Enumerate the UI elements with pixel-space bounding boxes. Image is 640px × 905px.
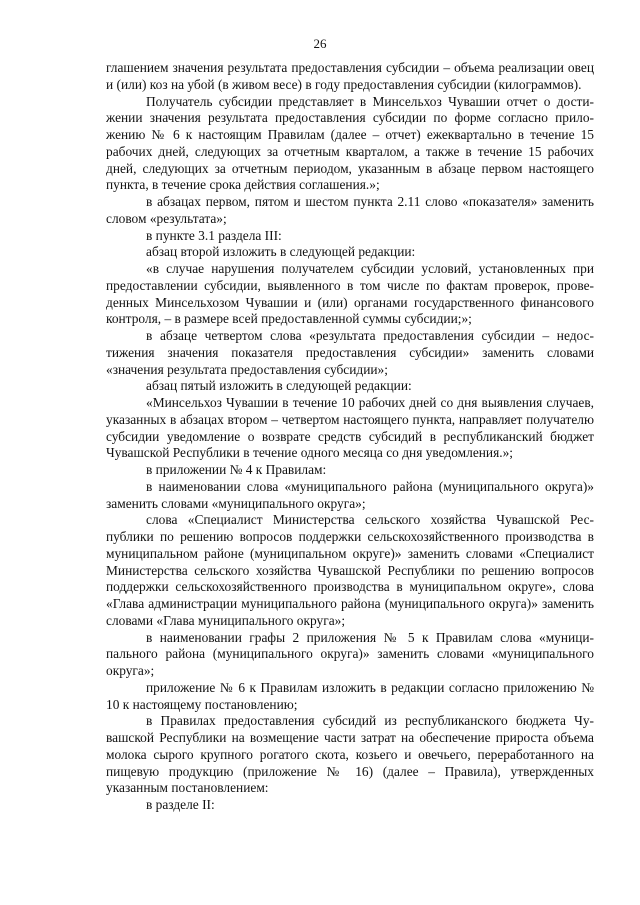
paragraph-6: «в случае нарушения получателем субсидии условий, установленных при предоставлении субсидии, выявленного в том числе по фактам проверок, проведенных Минсельхозом Чувашии и (или) органами государственного финансового контроля, – в размере всей предоставленной суммы субсидии;»;: [106, 261, 594, 327]
paragraph-2: Получатель субсидии представляет в Минсельхоз Чувашии отчет о достижении значения результата предоставления субсидии по форме согласно приложению № 6 к настоящим Правилам (далее – отчет) ежеквартально в течение 15 рабочих дней, следующих за отчетным кварталом, а также в течение 15 рабочих дней, следующих за отчетным периодом, указанным в абзаце первом настоящего пункта, в течение срока действия соглашения.»;: [106, 93, 594, 193]
paragraph-4: в пункте 3.1 раздела III:: [146, 227, 282, 243]
paragraph-8: абзац пятый изложить в следующей редакции:: [146, 378, 412, 394]
paragraph-5: абзац второй изложить в следующей редакции:: [146, 244, 416, 260]
paragraph-16: в разделе II:: [146, 797, 215, 812]
paragraph-14: приложение № 6 к Правилам изложить в редакции согласно приложению № 10 к настоящему постановлению;: [106, 679, 594, 712]
paragraph-1: глашением значения результата предоставления субсидии – объема реализации овец и (или) коз на убой (в живом весе) в году предоставления субсидии (килограммов).: [106, 60, 594, 92]
paragraph-11: в наименовании слова «муниципального района (муниципального округа)» заменить словами «муниципального округа»;: [106, 478, 594, 511]
paragraph-15: в Правилах предоставления субсидий из республиканского бюджета Чувашской Республики на возмещение части затрат на обеспечение прироста объема молока сырого крупного рогатого скота, козьего и овечьего, переработанного на пищевую продукцию (приложение № 16) (далее – Правила), утвержденных указанным постановлением:: [106, 713, 594, 796]
paragraph-9: «Минсельхоз Чувашии в течение 10 рабочих дней со дня выявления случаев, указанных в абзацах втором – четвертом настоящего пункта, направляет получателю субсидии уведомление о возврате средств субсидий в республиканский бюджет Чувашской Республики в течение одного месяца со дня уведомления.»;: [106, 395, 594, 461]
document-body: [106, 60, 594, 814]
paragraph-12: слова «Специалист Министерства сельского хозяйства Чувашской Республики по решению вопросов поддержки сельскохозяйственного производства в муниципальном районе (муниципальном округе)» заменить словами «Специалист Министерства сельского хозяйства Чувашской Республики по решению вопросов поддержки сельскохозяйственного производства в муниципальном округе», слова «Глава администрации муниципального района (муниципального округа)» заменить словами «Глава муниципального округа»;: [106, 512, 594, 628]
paragraph-13: в наименовании графы 2 приложения № 5 к Правилам слова «муниципального района (муниципального округа)» заменить словами «муниципального округа»;: [106, 629, 594, 678]
page-number: 26: [313, 36, 327, 51]
paragraph-7: в абзаце четвертом слова «результата предоставления субсидии – недостижения значения показателя предоставления субсидии» заменить словами «значения результата предоставления субсидии»;: [106, 328, 594, 377]
paragraph-3: в абзацах первом, пятом и шестом пункта 2.11 слово «показателя» заменить словом «результата»;: [106, 194, 594, 226]
paragraph-10: в приложении № 4 к Правилам:: [146, 462, 327, 477]
